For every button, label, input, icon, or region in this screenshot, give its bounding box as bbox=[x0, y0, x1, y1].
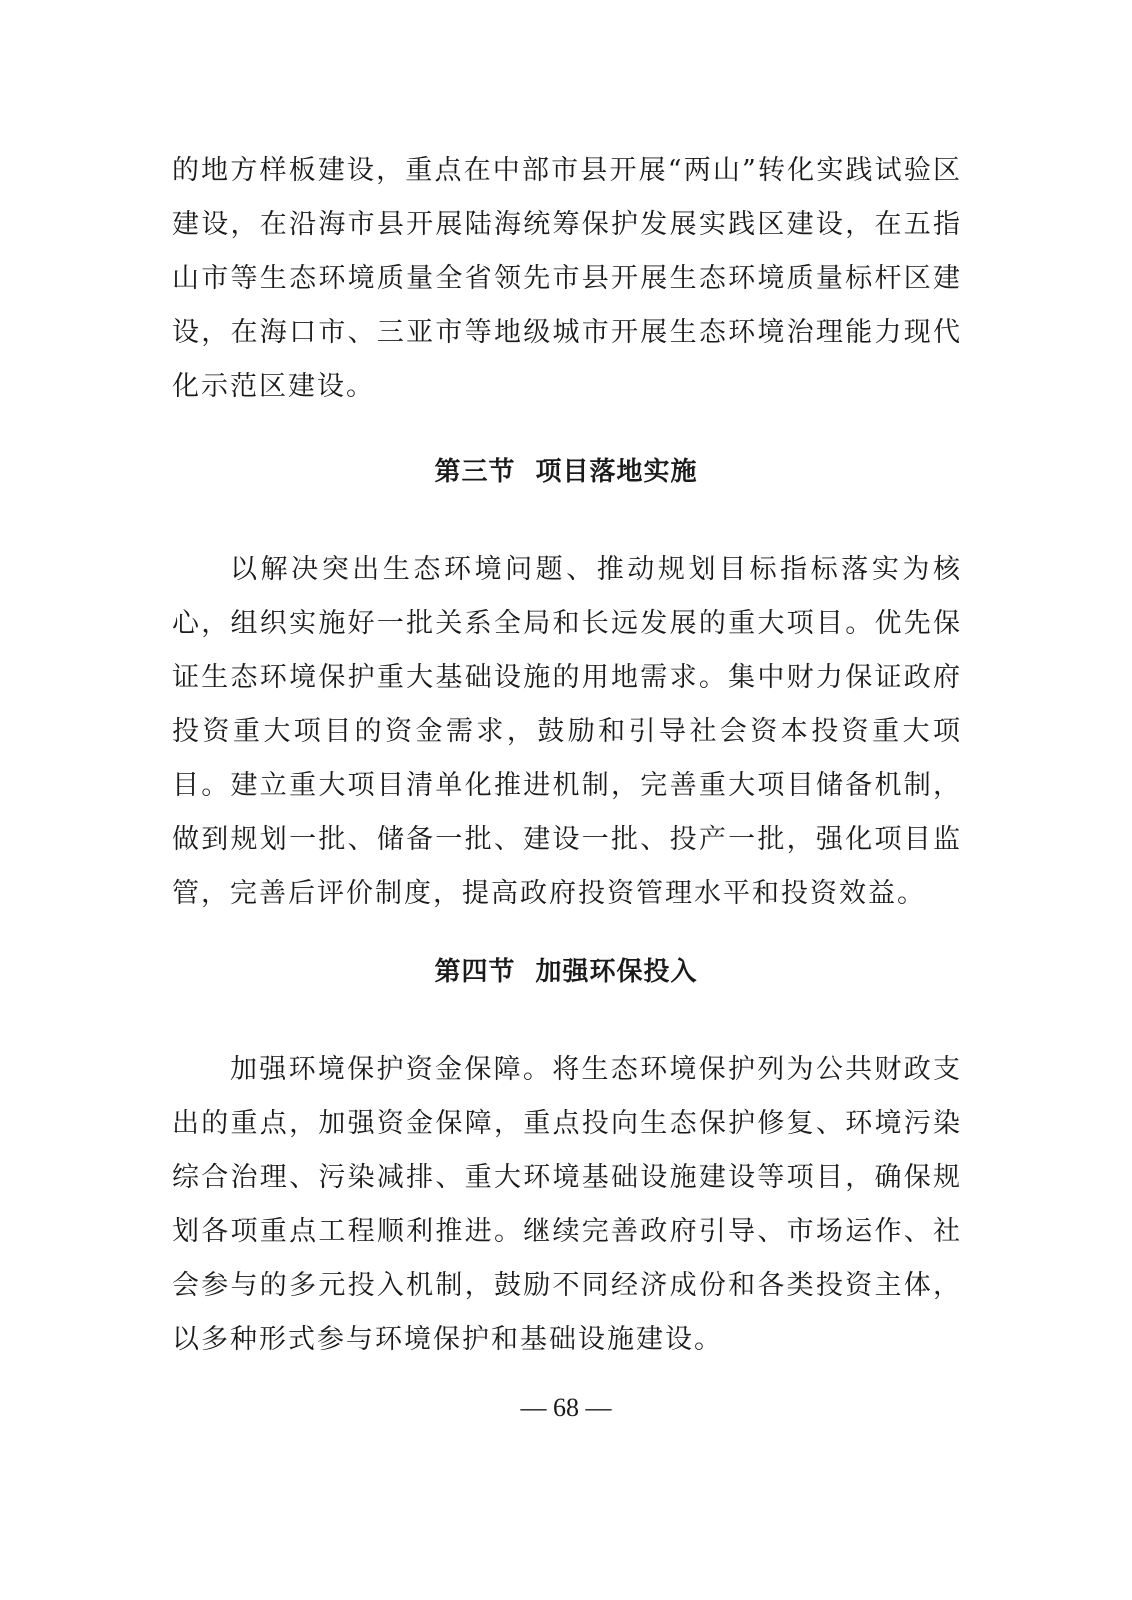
section-heading-4: 第四节 加强环保投入 bbox=[434, 957, 698, 987]
page-number: — 68 — bbox=[520, 1393, 612, 1422]
paragraph-continued: 的地方样板建设，重点在中部市县开展“两山”转化实践试验区建设，在沿海市县开展陆海统筹保护发展实践区建设，在五指山市等生态环境质量全省领先市县开展生态环境质量标杆区建设，在海口市、三亚市等地级城市开展生态环境治理能力现代化示范区建设。 bbox=[172, 155, 962, 402]
paragraph-project-implementation: 以解决突出生态环境问题、推动规划目标指标落实为核心，组织实施好一批关系全局和长远发展的重大项目。优先保证生态环境保护重大基础设施的用地需求。集中财力保证政府投资重大项目的资金需求，鼓励和引导社会资本投资重大项目。建立重大项目清单化推进机制，完善重大项目储备机制，做到规划一批、储备一批、建设一批、投产一批，强化项目监管，完善后评价制度，提高政府投资管理水平和投资效益。 bbox=[172, 554, 962, 909]
section-heading-3: 第三节 项目落地实施 bbox=[434, 457, 698, 487]
paragraph-environmental-investment: 加强环境保护资金保障。将生态环境保护列为公共财政支出的重点，加强资金保障，重点投向生态保护修复、环境污染综合治理、污染减排、重大环境基础设施建设等项目，确保规划各项重点工程顺利推进。继续完善政府引导、市场运作、社会参与的多元投入机制，鼓励不同经济成份和各类投资主体，以多种形式参与环境保护和基础设施建设。 bbox=[172, 1054, 962, 1355]
